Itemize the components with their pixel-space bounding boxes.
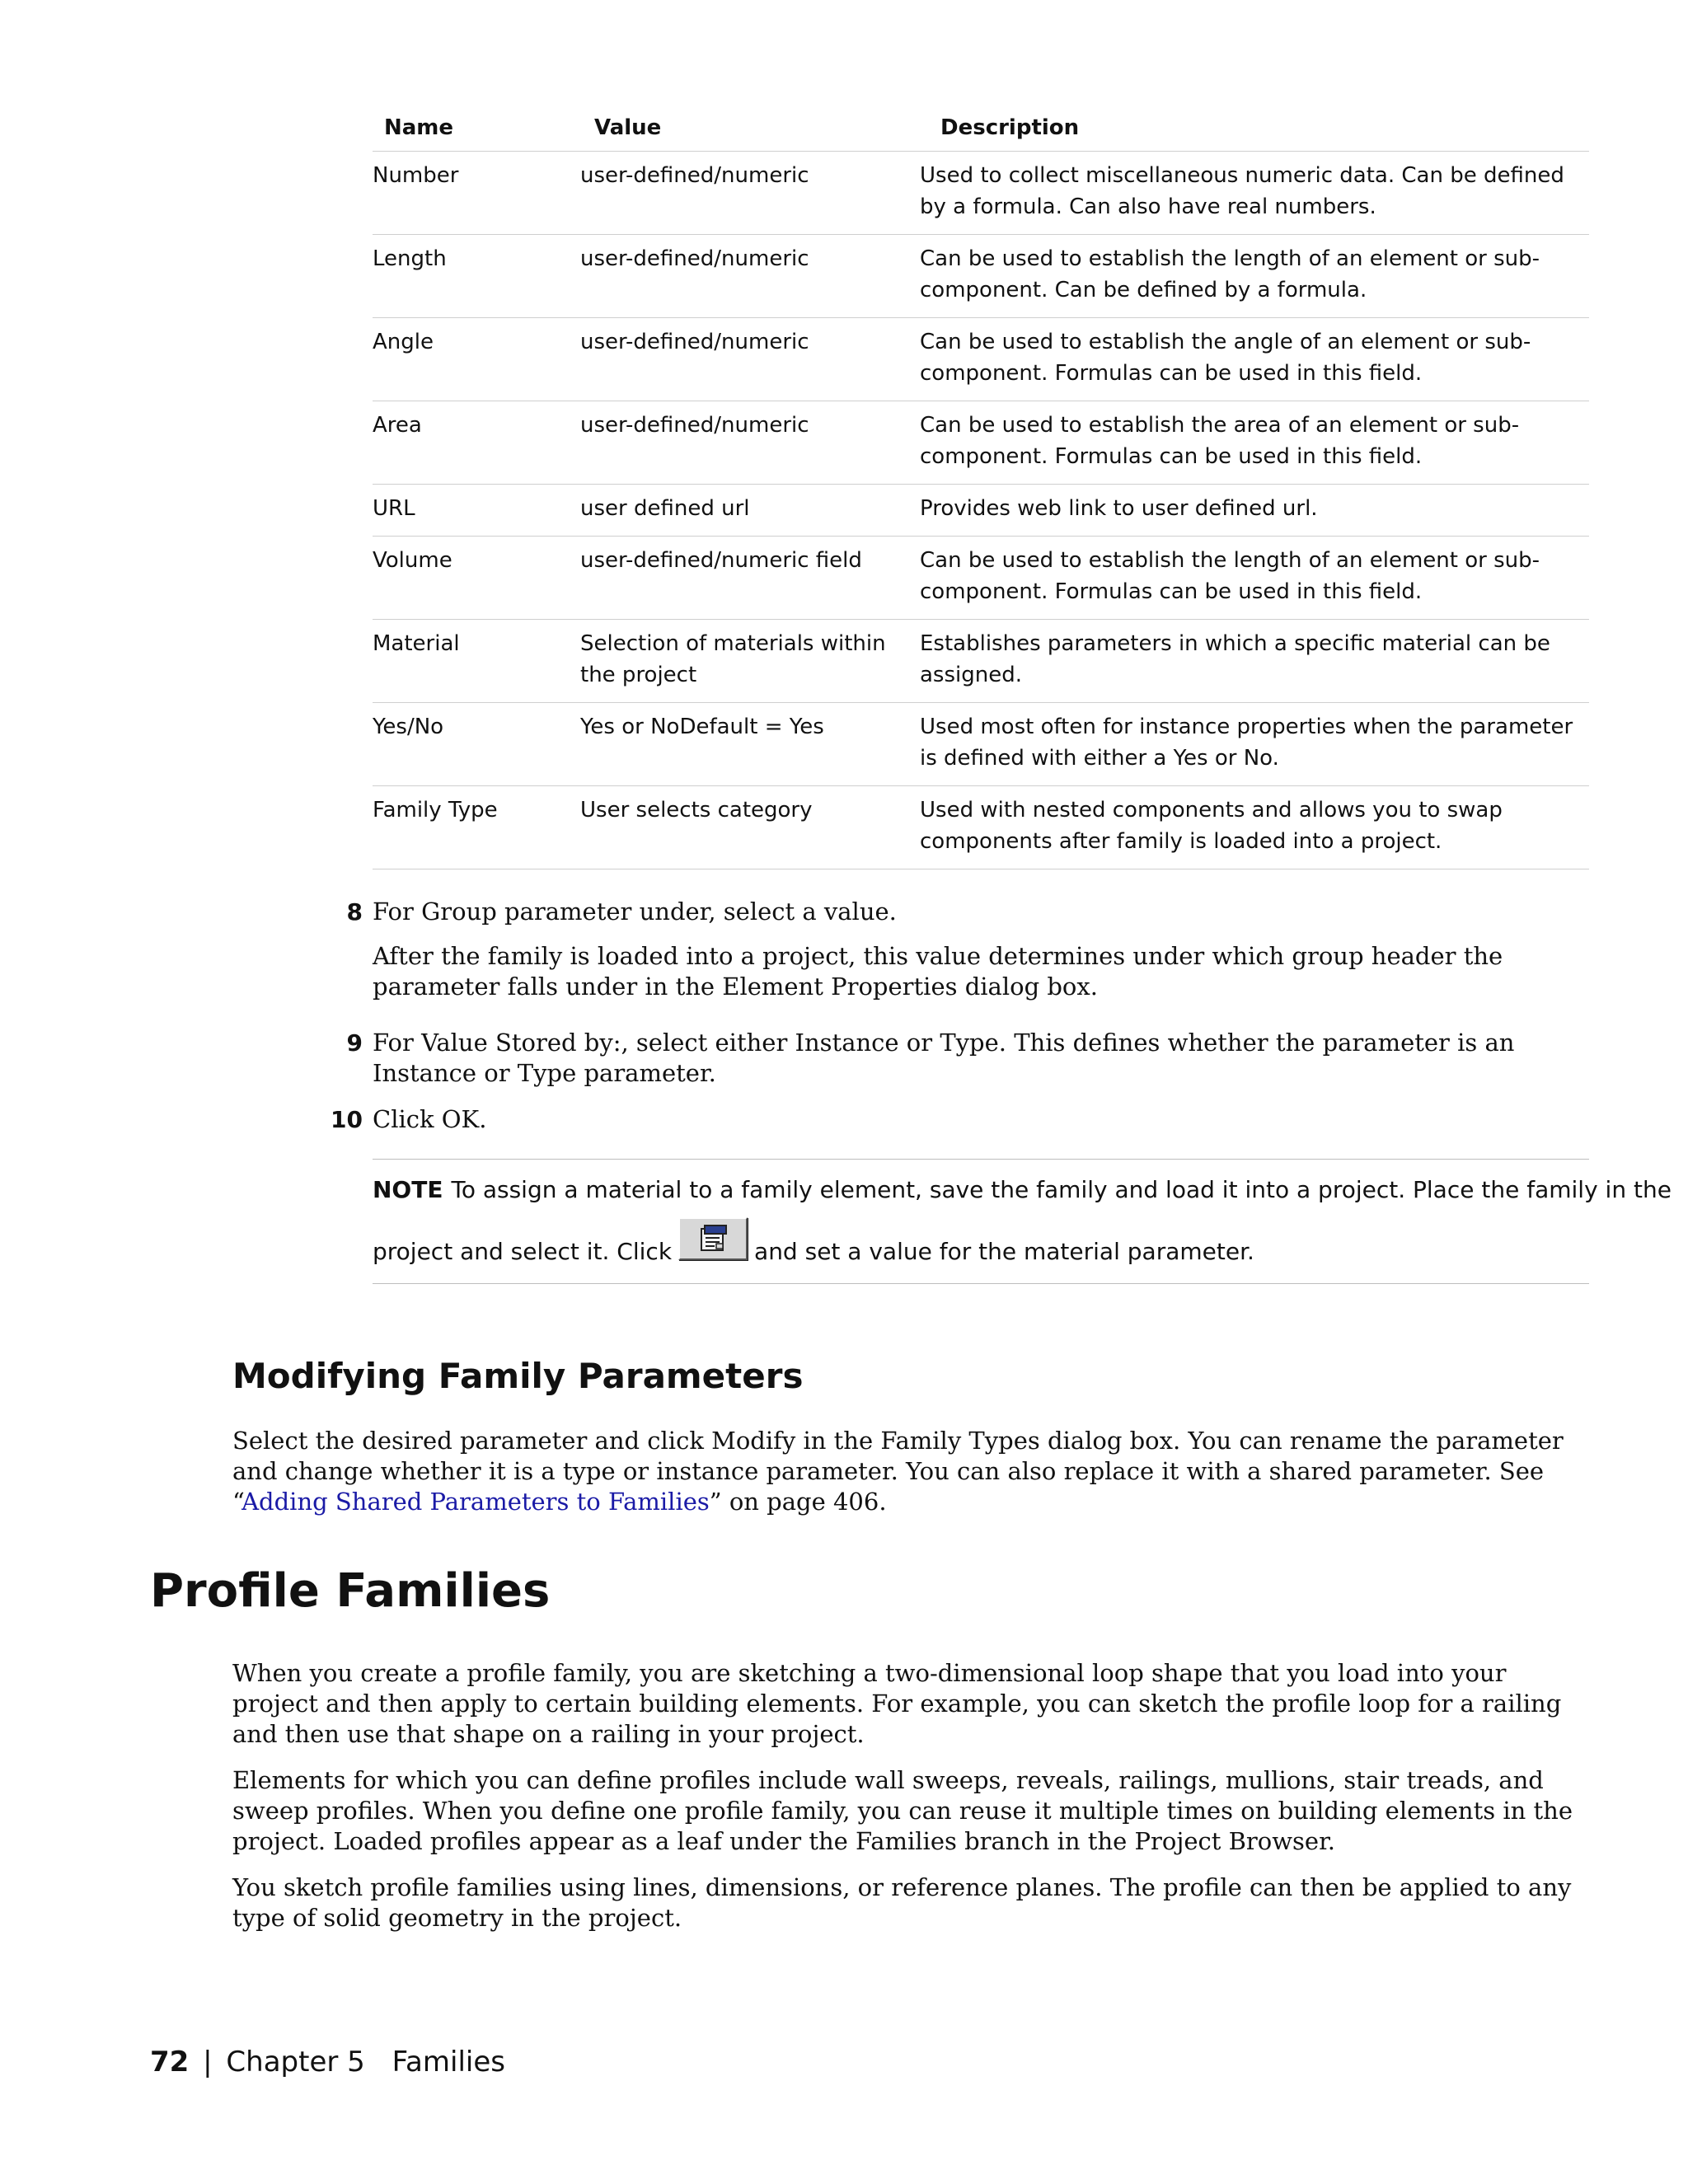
parameter-name-cell: Area: [373, 413, 422, 438]
profile-paragraph-3: You sketch profile families using lines, dimensions, or reference planes. The profile can then be applied to any type of solid geometry in the project.: [232, 1873, 1572, 1932]
parameter-name-cell: Angle: [373, 330, 434, 354]
table-row: [373, 537, 1589, 620]
table-row: [373, 485, 1589, 537]
parameter-description-cell: Used most often for instance properties when the parameter is defined with either a Yes or No.: [920, 715, 1573, 771]
footer-chapter: Chapter 5: [226, 2046, 365, 2079]
parameter-description-cell: Provides web link to user defined url.: [920, 496, 1318, 521]
note-line: [373, 1217, 1254, 1265]
parameter-value-cell: user-defined/numeric field: [580, 548, 862, 573]
step-text: For Group parameter under, select a value.: [373, 898, 897, 926]
note-label: NOTE: [373, 1176, 443, 1203]
modifying-paragraph: [232, 1426, 1591, 1517]
table-header-row: [373, 105, 1589, 152]
step-text: For Value Stored by:, select either Instance or Type. This defines whether the parameter is an Instance or Type parameter.: [373, 1029, 1515, 1087]
step-10: [331, 1104, 1589, 1135]
parameter-types-table: [373, 105, 1589, 869]
parameter-description-cell: Used to collect miscellaneous numeric data. Can be defined by a formula. Can also have real numbers.: [920, 163, 1564, 219]
step-text: Click OK.: [373, 1105, 487, 1133]
step-8: [346, 897, 1589, 1002]
step-detail: After the family is loaded into a project, this value determines under which group header the parameter falls under in the Element Properties dialog box.: [373, 942, 1503, 1001]
note-box: [373, 1159, 1672, 1284]
page-number: 72: [150, 2046, 190, 2079]
cross-reference-link[interactable]: Adding Shared Parameters to Families: [241, 1488, 710, 1516]
note-text-before-icon: project and select it. Click: [373, 1238, 673, 1265]
step-number: 8: [346, 898, 363, 926]
table-row: [373, 152, 1589, 235]
parameter-description-cell: Establishes parameters in which a specific material can be assigned.: [920, 631, 1550, 687]
parameter-name-cell: Material: [373, 631, 460, 656]
table-body: [373, 152, 1589, 869]
column-header-name: Name: [384, 115, 454, 140]
parameter-value-cell: Selection of materials within the project: [580, 631, 886, 687]
table-row: [373, 786, 1589, 869]
paragraph-text: ” on page 406.: [709, 1488, 887, 1516]
parameter-value-cell: user-defined/numeric: [580, 330, 809, 354]
parameter-name-cell: Yes/No: [373, 715, 444, 739]
parameter-description-cell: Can be used to establish the area of an element or sub-component. Formulas can be used in this field.: [920, 413, 1520, 469]
parameter-value-cell: user-defined/numeric: [580, 246, 809, 271]
footer-section: Families: [392, 2046, 505, 2079]
parameter-description-cell: Can be used to establish the angle of an element or sub-component. Formulas can be used in this field.: [920, 330, 1531, 386]
parameter-value-cell: user-defined/numeric: [580, 163, 809, 188]
parameter-description-cell: Used with nested components and allows you to swap components after family is loaded into a project.: [920, 798, 1503, 854]
footer-separator: |: [203, 2046, 213, 2079]
table-row: [373, 318, 1589, 401]
parameter-name-cell: URL: [373, 496, 415, 521]
table-row: [373, 703, 1589, 786]
chapter-heading-profile-families: Profile Families: [150, 1564, 551, 1618]
profile-paragraph-2: Elements for which you can define profiles include wall sweeps, reveals, railings, mullions, stair treads, and sweep profiles. When you define one profile family, you can reuse it multiple times on building elements in the project. Loaded profiles appear as a leaf under the Families branch in the Project Browser.: [232, 1766, 1573, 1855]
page-footer: [150, 2046, 505, 2079]
parameter-name-cell: Number: [373, 163, 459, 188]
note-text: To assign a material to a family element, save the family and load it into a project. Place the family in the: [451, 1176, 1672, 1203]
parameter-value-cell: user-defined/numeric: [580, 413, 809, 438]
parameter-description-cell: Can be used to establish the length of an element or sub-component. Formulas can be used in this field.: [920, 548, 1540, 604]
step-number: 10: [331, 1106, 363, 1133]
parameter-name-cell: Family Type: [373, 798, 498, 823]
note-line: [373, 1176, 1672, 1203]
step-number: 9: [346, 1029, 363, 1057]
parameter-description-cell: Can be used to establish the length of an element or sub-component. Can be defined by a formula.: [920, 246, 1540, 302]
parameter-name-cell: Volume: [373, 548, 452, 573]
paragraph-text: Select the desired parameter and click Modify in the Family Types dialog box. You can rename the parameter and change whether it is a type or instance parameter. You can also replace it with a shared parameter. See “: [232, 1427, 1564, 1516]
table-row: [373, 235, 1589, 318]
parameter-name-cell: Length: [373, 246, 447, 271]
step-9: [346, 1028, 1589, 1089]
element-properties-icon[interactable]: [678, 1217, 748, 1260]
profile-paragraph-1: When you create a profile family, you are sketching a two-dimensional loop shape that you load into your project and then apply to certain building elements. For example, you can sketch the profile loop for a railing and then use that shape on a railing in your project.: [232, 1659, 1562, 1748]
parameter-value-cell: User selects category: [580, 798, 813, 823]
note-text-after-icon: and set a value for the material parameter.: [754, 1238, 1254, 1265]
section-heading-modifying-family-parameters: Modifying Family Parameters: [232, 1356, 804, 1396]
parameter-value-cell: user defined url: [580, 496, 750, 521]
column-header-value: Value: [594, 115, 662, 140]
parameter-value-cell: Yes or NoDefault = Yes: [580, 715, 824, 739]
column-header-description: Description: [940, 115, 1080, 140]
table-row: [373, 620, 1589, 703]
table-row: [373, 401, 1589, 485]
